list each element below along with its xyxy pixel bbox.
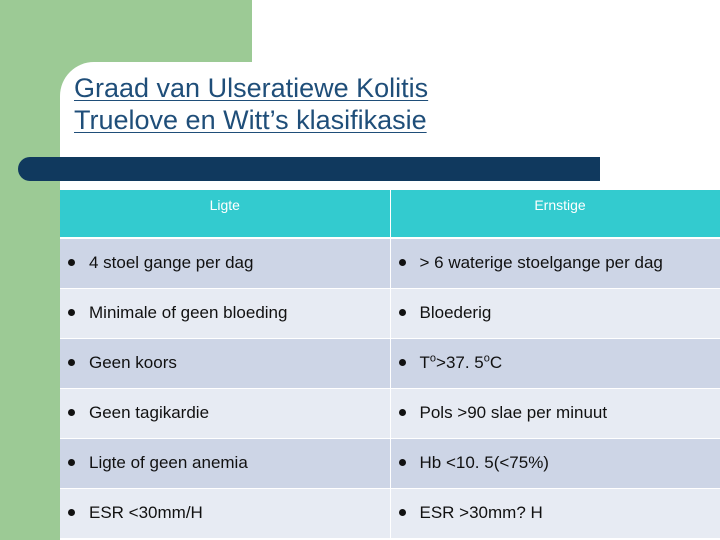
bullet-icon [399,459,406,466]
bullet-icon [68,309,75,316]
cell-text: Ligte of geen anemia [89,453,248,472]
cell-text: 4 stoel gange per dag [89,253,254,273]
header-mild: Ligte [60,190,390,238]
title-divider-bar [18,157,600,181]
cell-severe [390,388,720,438]
classification-table [60,190,720,539]
cell-text: ESR <30mm/H [89,503,203,522]
bullet-icon [68,459,75,466]
table-row [60,388,720,438]
cell-mild [60,238,390,288]
cell-mild [60,288,390,338]
cell-severe [390,438,720,488]
bullet-icon [399,259,406,266]
table-row [60,438,720,488]
bullet-icon [68,409,75,416]
bullet-icon [399,309,406,316]
cell-text: ESR >30mm? H [419,503,543,522]
cell-mild [60,338,390,388]
cell-text: Geen koors [89,353,177,372]
table-row [60,288,720,338]
slide-title [74,72,428,136]
cell-text: Geen tagikardie [89,403,210,422]
table-row [60,488,720,538]
cell-text: > 6 waterige stoelgange per dag [419,253,663,273]
cell-text: Bloederig [419,303,492,322]
cell-mild [60,388,390,438]
bullet-icon [399,359,406,366]
cell-severe [390,338,720,388]
cell-severe [390,288,720,338]
cell-severe [390,488,720,538]
table-header-row [60,190,720,238]
title-line-1: Graad van Ulseratiewe Kolitis [74,73,429,103]
cell-severe [390,238,720,288]
bullet-icon [68,509,75,516]
table-row [60,238,720,288]
bullet-icon [68,259,75,266]
table-row [60,338,720,388]
cell-text: Minimale of geen bloeding [89,303,288,322]
bullet-icon [399,409,406,416]
bullet-icon [399,509,406,516]
cell-text: Pols >90 slae per minuut [419,403,608,422]
title-line-2: Truelove en Witt’s klasifikasie [74,105,427,135]
cell-mild [60,488,390,538]
cell-text-temperature: $T^o>37$. 5$^o$C [419,352,503,373]
cell-mild [60,438,390,488]
cell-text: Hb <10. 5(<75%) [419,453,549,472]
header-severe: Ernstige [390,190,720,238]
bullet-icon [68,359,75,366]
